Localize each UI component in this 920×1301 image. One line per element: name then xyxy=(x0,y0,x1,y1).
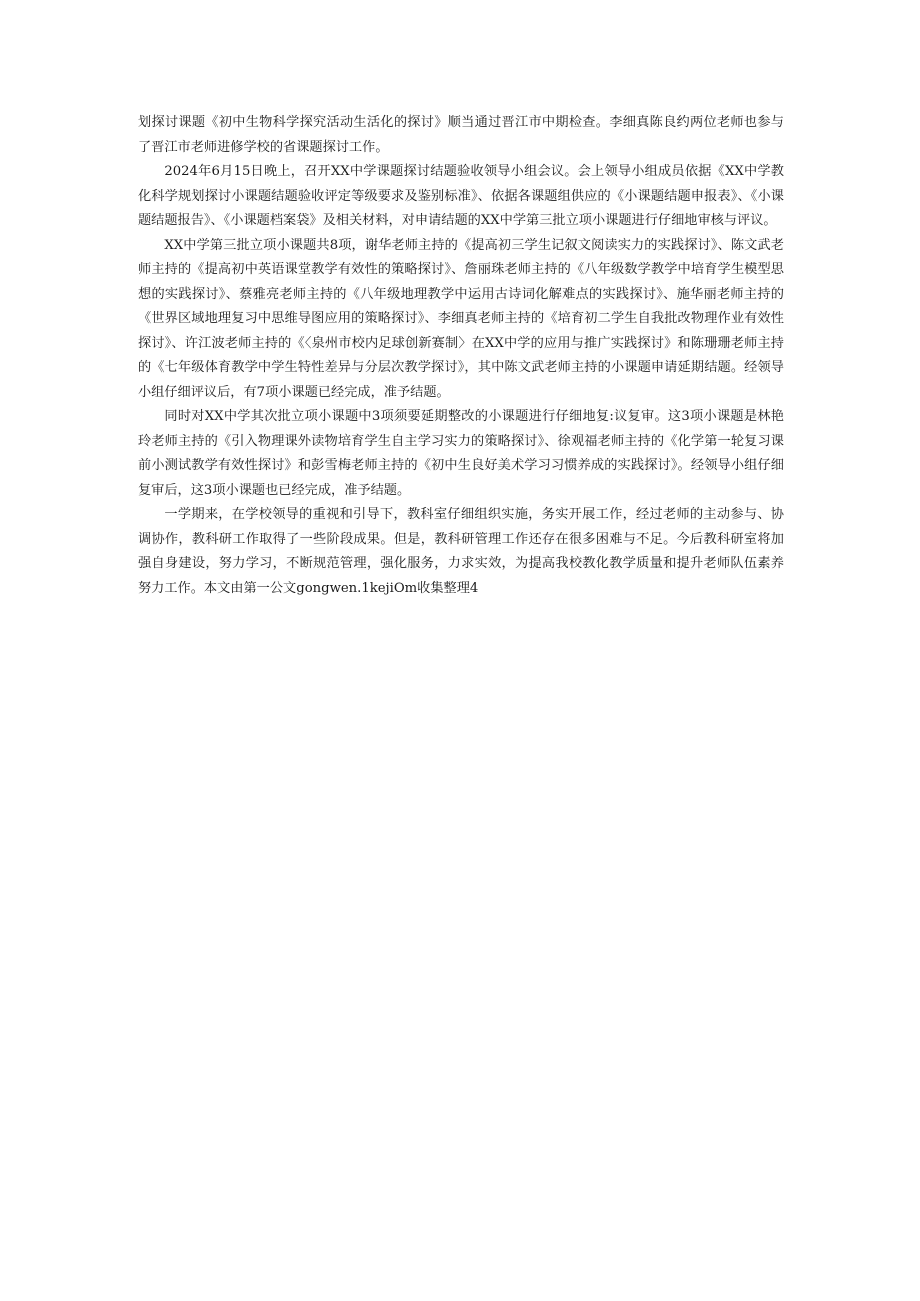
paragraph-summary: 一学期来，在学校领导的重视和引导下，教科室仔细组织实施，务实开展工作，经过老师的主动参与、协调协作，教科研工作取得了一些阶段成果。但是，教科研管理工作还存在很多困难与不足。今后教科研室将加强自身建设，努力学习，不断规范管理，强化服务，力求实效，为提高我校教化教学质量和提升老师队伍素养努力工作。本文由第一公文gongwen.1kejiOm收集整理4 xyxy=(138,507,784,596)
paragraph-third-batch: XX中学第三批立项小课题共8项，谢华老师主持的《提高初三学生记叙文阅读实力的实践探讨》、陈文武老师主持的《提高初中英语课堂教学有效性的策略探讨》、詹丽珠老师主持的《八年级数学教学中培育学生模型思想的实践探讨》、蔡雅亮老师主持的《八年级地理教学中运用古诗词化解难点的实践探讨》、施华丽老师主持的《世界区域地理复习中思维导图应用的策略探讨》、李细真老师主持的《培育初二学生自我批改物理作业有效性探讨》、许江波老师主持的《〈泉州市校内足球创新赛制〉在XX中学的应用与推广实践探讨》和陈珊珊老师主持的《七年级体育教学中学生特性差异与分层次教学探讨》，其中陈文武老师主持的小课题申请延期结题。经领导小组仔细评议后，有7项小课题已经完成，准予结题。 xyxy=(138,237,784,400)
paragraph-continuation: 划探讨课题《初中生物科学探究活动生活化的探讨》顺当通过晋江市中期检查。李细真陈良约两位老师也参与了晋江市老师进修学校的省课题探讨工作。 xyxy=(138,115,784,155)
document-body xyxy=(138,111,784,601)
paragraph-second-batch-review: 同时对XX中学其次批立项小课题中3项须要延期整改的小课题进行仔细地复:议复审。这3项小课题是林艳玲老师主持的《引入物理课外读物培育学生自主学习实力的策略探讨》、徐观福老师主持的《化学第一轮复习课前小测试教学有效性探讨》和彭雪梅老师主持的《初中生良好美术学习习惯养成的实践探讨》。经领导小组仔细复审后，这3项小课题也已经完成，准予结题。 xyxy=(138,409,784,498)
paragraph-meeting: 2024年6月15日晚上，召开XX中学课题探讨结题验收领导小组会议。会上领导小组成员依据《XX中学教化科学规划探讨小课题结题验收评定等级要求及鉴别标准》、依据各课题组供应的《小课题结题申报表》、《小课题结题报告》、《小课题档案袋》及相关材料，对申请结题的XX中学第三批立项小课题进行仔细地审核与评议。 xyxy=(138,164,784,228)
